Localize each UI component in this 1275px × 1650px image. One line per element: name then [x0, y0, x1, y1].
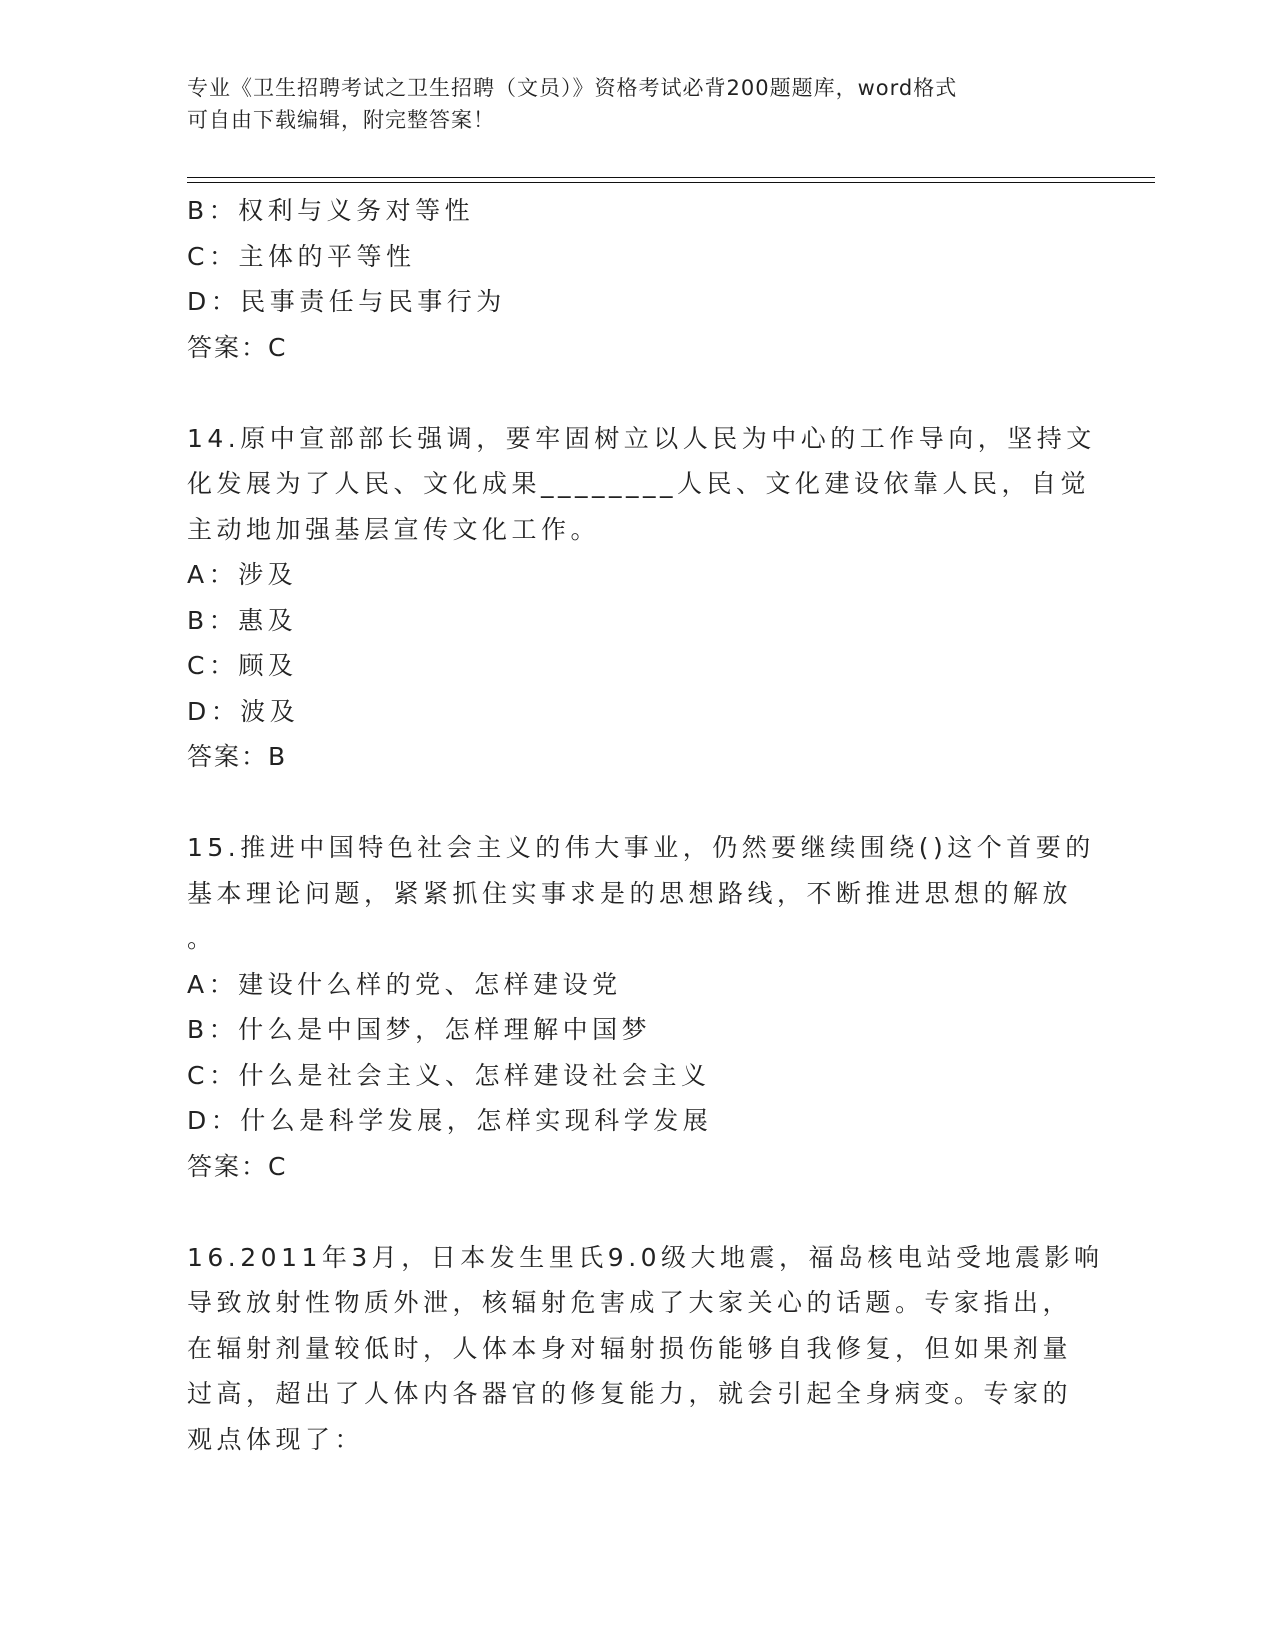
- question-stem-line: 15.推进中国特色社会主义的伟大事业，仍然要继续围绕()这个首要的: [187, 833, 1095, 862]
- question-stem-line: 14.原中宣部部长强调，要牢固树立以人民为中心的工作导向，坚持文: [187, 423, 1096, 453]
- answer: 答案：C: [187, 332, 288, 362]
- question-stem-line: 主动地加强基层宣传文化工作。: [187, 514, 601, 544]
- option-b: B：权利与义务对等性: [187, 196, 475, 225]
- option-a: A：建设什么样的党、怎样建设党: [187, 969, 622, 999]
- question-stem-line: 导致放射性物质外泄，核辐射危害成了大家关心的话题。专家指出，: [187, 1288, 1073, 1317]
- question-16: [187, 1235, 1107, 1463]
- question-stem-line: 16.2011年3月，日本发生里氏9.0级大地震，福岛核电站受地震影响: [187, 1242, 1104, 1272]
- question-list: [187, 188, 1107, 1462]
- document-header: [187, 72, 1087, 136]
- option-d: D：民事责任与民事行为: [187, 287, 506, 316]
- option-b: B：惠及: [187, 605, 298, 635]
- question-stem-line: 基本理论问题，紧紧抓住实事求是的思想路线，不断推进思想的解放: [187, 878, 1073, 908]
- question-stem-line: 观点体现了：: [187, 1424, 365, 1454]
- question-stem-line: 化发展为了人民、文化成果________人民、文化建设依靠人民，自觉: [187, 469, 1091, 498]
- header-rule-top: [187, 177, 1155, 178]
- question-stem-line: 。: [187, 924, 217, 953]
- option-c: C：顾及: [187, 651, 298, 680]
- spacer: [187, 1189, 1107, 1235]
- question-13: [187, 188, 1107, 370]
- question-15: [187, 825, 1107, 1189]
- question-stem-line: 过高，超出了人体内各器官的修复能力，就会引起全身病变。专家的: [187, 1379, 1073, 1408]
- header-rule-bottom: [187, 182, 1155, 183]
- option-d: D：波及: [187, 696, 300, 726]
- option-c: C：什么是社会主义、怎样建设社会主义: [187, 1060, 711, 1090]
- option-b: B：什么是中国梦，怎样理解中国梦: [187, 1015, 652, 1044]
- option-c: C：主体的平等性: [187, 241, 416, 271]
- spacer: [187, 370, 1107, 416]
- option-a: A：涉及: [187, 560, 298, 589]
- header-line-2: 可自由下载编辑，附完整答案！: [187, 108, 495, 132]
- answer: 答案：C: [187, 1151, 288, 1181]
- answer: 答案：B: [187, 742, 288, 771]
- header-line-1: 专业《卫生招聘考试之卫生招聘（文员）》资格考试必背200题题库，word格式: [187, 76, 958, 100]
- question-stem-line: 在辐射剂量较低时，人体本身对辐射损伤能够自我修复，但如果剂量: [187, 1333, 1073, 1363]
- spacer: [187, 780, 1107, 826]
- question-14: [187, 416, 1107, 780]
- option-d: D：什么是科学发展，怎样实现科学发展: [187, 1106, 713, 1135]
